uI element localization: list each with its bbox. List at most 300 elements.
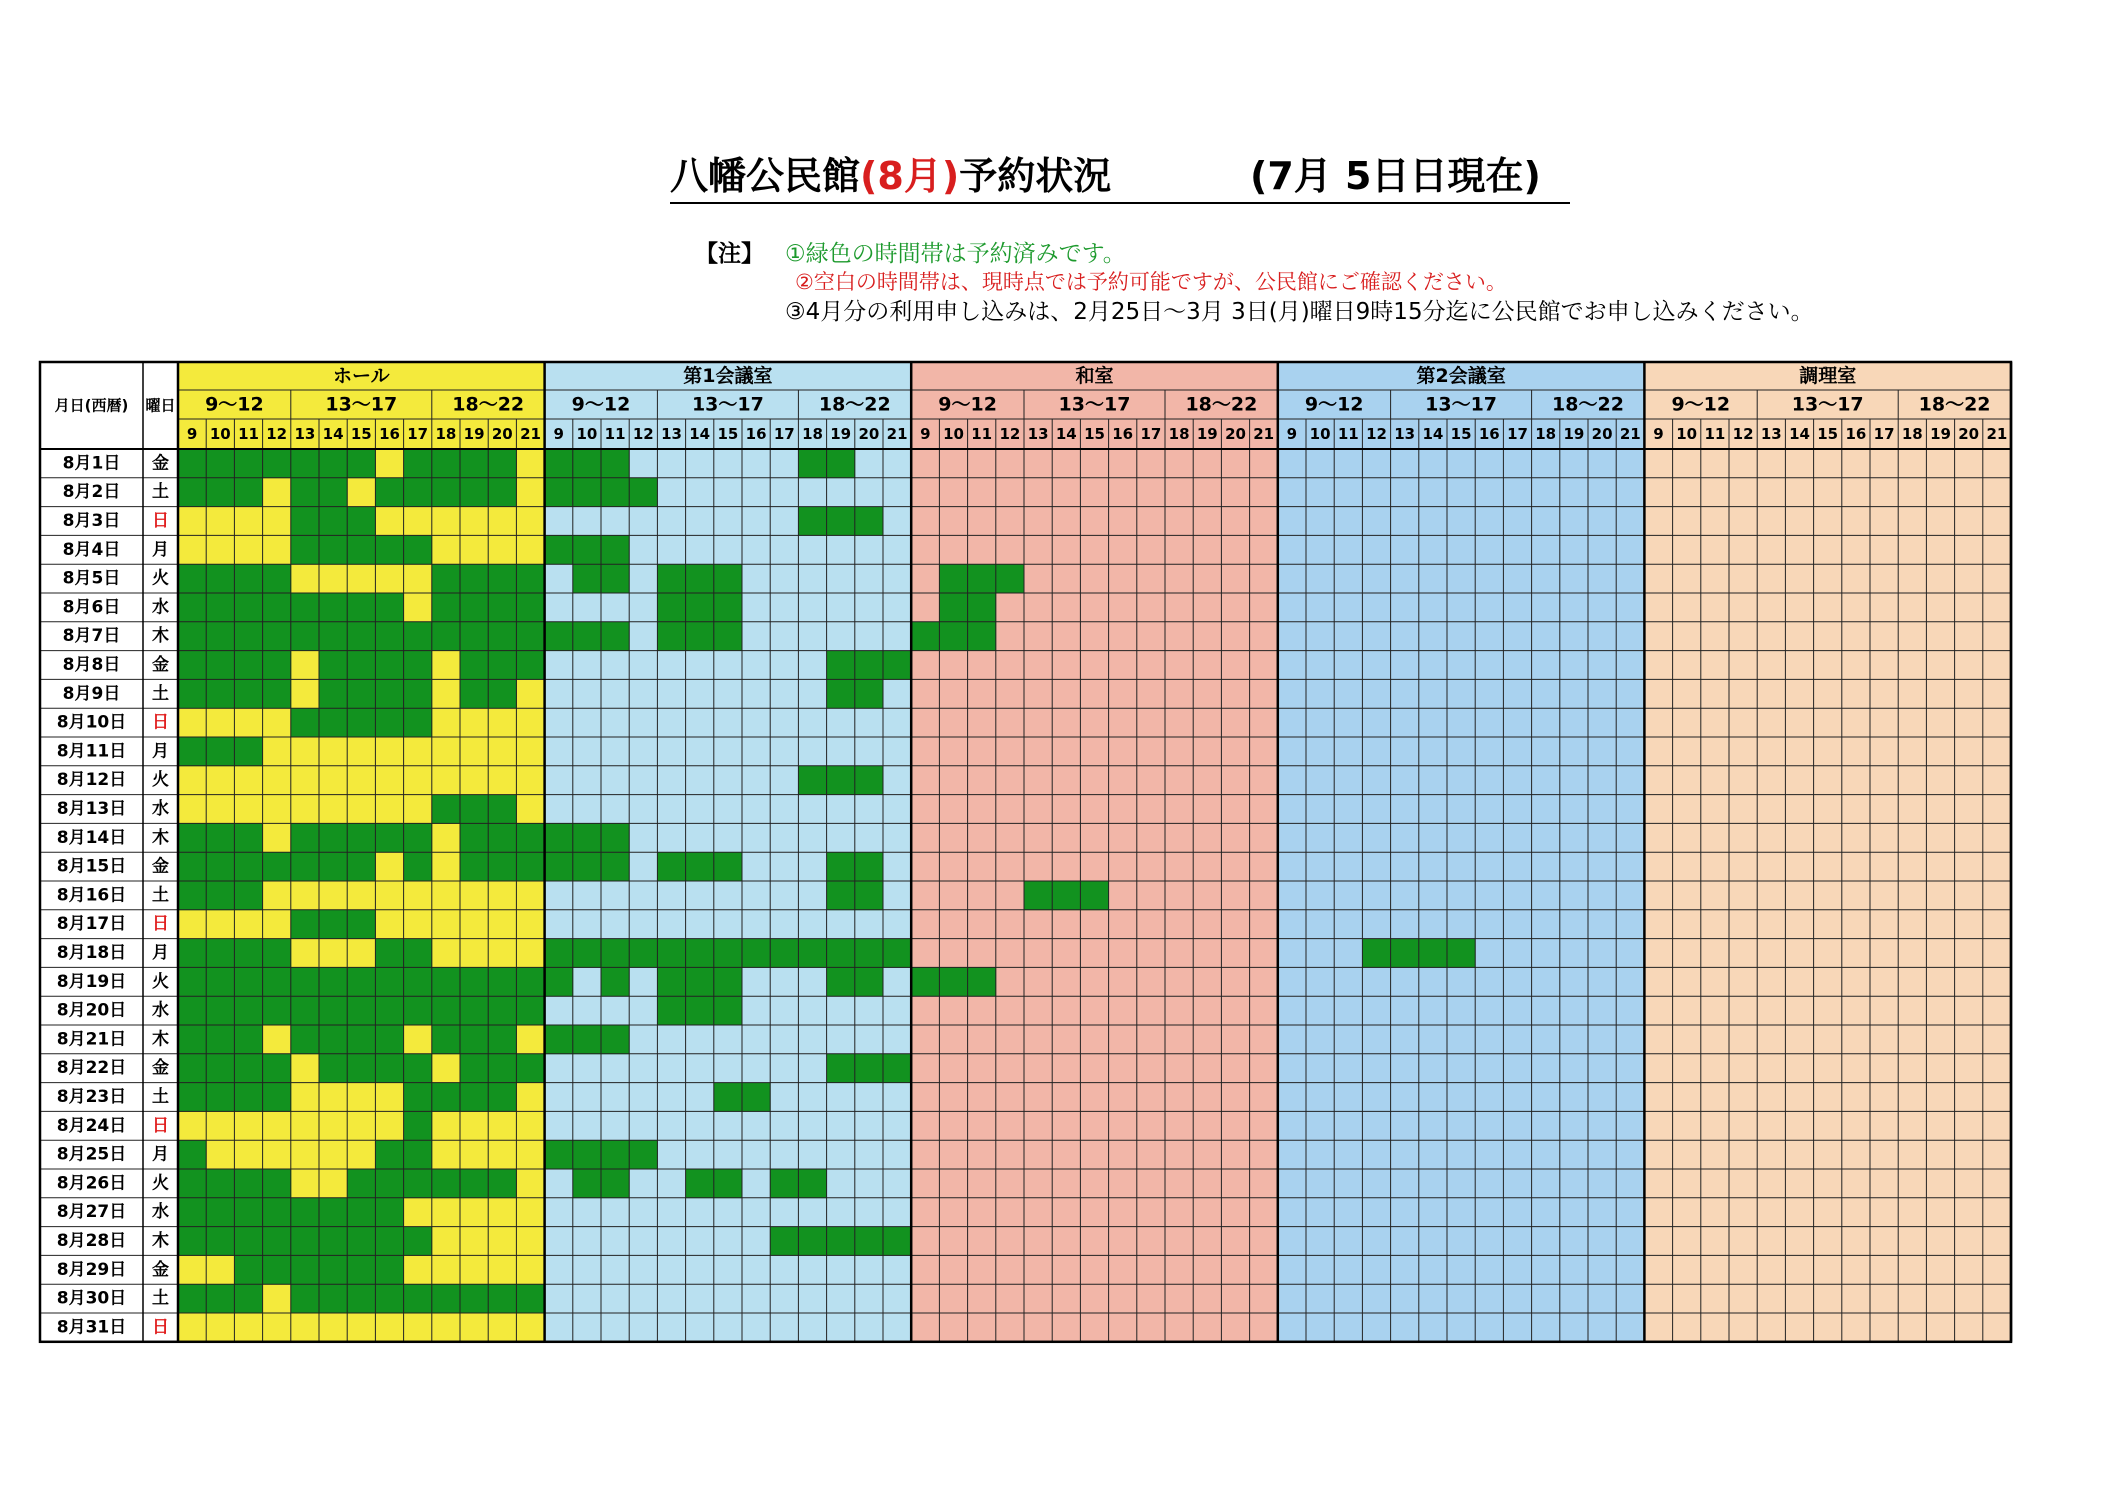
booked-cell — [432, 1169, 461, 1198]
booked-cell — [460, 478, 489, 507]
booked-cell — [460, 622, 489, 651]
booked-cell — [545, 939, 574, 968]
booked-cell — [488, 449, 517, 478]
booked-cell — [488, 651, 517, 680]
weekday-cell: 火 — [152, 568, 169, 589]
booked-cell — [601, 449, 630, 478]
hour-label: 14 — [689, 425, 711, 443]
booked-cell — [234, 622, 263, 651]
booked-cell — [291, 996, 320, 1025]
booked-cell — [855, 852, 884, 881]
hour-label: 12 — [266, 425, 288, 443]
booked-cell — [404, 679, 433, 708]
weekday-cell: 水 — [152, 1202, 169, 1223]
booked-cell — [263, 1198, 292, 1227]
booked-cell — [601, 852, 630, 881]
weekday-cell: 日 — [152, 1317, 169, 1338]
booked-cell — [404, 449, 433, 478]
booked-cell — [601, 622, 630, 651]
date-cell: 8月27日 — [56, 1202, 127, 1223]
booked-cell — [827, 1054, 856, 1083]
date-cell: 8月28日 — [56, 1231, 127, 1251]
date-header: 月日(西暦) — [54, 396, 129, 415]
booked-cell — [601, 939, 630, 968]
booked-cell — [1447, 939, 1476, 968]
booked-cell — [827, 881, 856, 910]
booked-cell — [460, 564, 489, 593]
booked-cell — [404, 1169, 433, 1198]
booked-cell — [291, 507, 320, 536]
booked-cell — [404, 996, 433, 1025]
weekday-cell: 木 — [152, 1029, 169, 1050]
booked-cell — [178, 1198, 207, 1227]
hour-label: 9 — [1653, 425, 1664, 443]
date-cell: 8月29日 — [56, 1259, 127, 1280]
date-cell: 8月12日 — [56, 770, 127, 791]
slot-group-label: 18～22 — [1185, 393, 1258, 416]
booked-cell — [234, 967, 263, 996]
date-cell: 8月21日 — [56, 1029, 127, 1050]
booked-cell — [263, 1169, 292, 1198]
date-cell: 8月25日 — [56, 1144, 127, 1165]
room-name: 調理室 — [1799, 365, 1857, 387]
booked-cell — [178, 996, 207, 1025]
hour-label: 19 — [463, 425, 485, 443]
booked-cell — [319, 1227, 348, 1256]
booked-cell — [206, 1054, 235, 1083]
booked-cell — [375, 593, 404, 622]
booked-cell — [347, 1169, 376, 1198]
booked-cell — [488, 1284, 517, 1313]
booked-cell — [319, 478, 348, 507]
booked-cell — [404, 1284, 433, 1313]
note-booked: ①緑色の時間帯は予約済みです。 — [785, 241, 1126, 267]
hour-label: 12 — [1732, 425, 1754, 443]
booked-cell — [714, 996, 743, 1025]
booked-cell — [206, 939, 235, 968]
slot-group-label: 18～22 — [1552, 393, 1624, 416]
booked-cell — [798, 449, 827, 478]
booked-cell — [516, 564, 545, 593]
booked-cell — [1391, 939, 1420, 968]
booked-cell — [488, 478, 517, 507]
booked-cell — [488, 679, 517, 708]
booked-cell — [291, 1227, 320, 1256]
booked-cell — [488, 1083, 517, 1112]
booked-cell — [375, 1054, 404, 1083]
slot-group-label: 13～17 — [1425, 393, 1498, 416]
booked-cell — [432, 996, 461, 1025]
weekday-cell: 金 — [152, 856, 169, 877]
weekday-cell: 月 — [152, 741, 169, 762]
booked-cell — [319, 823, 348, 852]
weekday-header: 曜日 — [145, 396, 176, 415]
hour-label: 16 — [1845, 425, 1867, 443]
booked-cell — [206, 651, 235, 680]
booked-cell — [460, 449, 489, 478]
booked-cell — [178, 967, 207, 996]
hour-label: 10 — [1676, 425, 1698, 443]
weekday-cell: 金 — [152, 1058, 169, 1079]
booked-cell — [1362, 939, 1391, 968]
weekday-cell: 水 — [152, 597, 169, 618]
booked-cell — [798, 766, 827, 795]
booked-cell — [347, 823, 376, 852]
booked-cell — [827, 766, 856, 795]
booked-cell — [178, 1054, 207, 1083]
booked-cell — [404, 1111, 433, 1140]
booked-cell — [404, 478, 433, 507]
booked-cell — [375, 996, 404, 1025]
booked-cell — [601, 535, 630, 564]
booked-cell — [263, 852, 292, 881]
hour-label: 13 — [1760, 425, 1782, 443]
booked-cell — [404, 1083, 433, 1112]
date-cell: 8月16日 — [56, 885, 127, 906]
booked-cell — [460, 795, 489, 824]
booked-cell — [516, 1284, 545, 1313]
booked-cell — [516, 651, 545, 680]
booked-cell — [263, 1083, 292, 1112]
booked-cell — [1052, 881, 1081, 910]
hour-label: 9 — [186, 425, 198, 443]
hour-label: 18 — [1168, 425, 1190, 443]
booked-cell — [291, 1198, 320, 1227]
booked-cell — [347, 910, 376, 939]
booked-cell — [291, 478, 320, 507]
date-cell: 8月2日 — [62, 482, 121, 503]
booked-cell — [319, 1198, 348, 1227]
weekday-cell: 土 — [152, 482, 169, 503]
booked-cell — [432, 564, 461, 593]
booked-cell — [714, 564, 743, 593]
booked-cell — [883, 939, 912, 968]
booked-cell — [855, 651, 884, 680]
booked-cell — [206, 967, 235, 996]
weekday-cell: 土 — [152, 885, 169, 906]
booked-cell — [629, 1140, 658, 1169]
date-cell: 8月31日 — [56, 1317, 127, 1338]
hour-label: 12 — [632, 425, 654, 443]
booked-cell — [206, 852, 235, 881]
hour-label: 20 — [858, 425, 880, 443]
booked-cell — [996, 564, 1025, 593]
booked-cell — [291, 1025, 320, 1054]
booked-cell — [714, 939, 743, 968]
booked-cell — [939, 593, 968, 622]
booked-cell — [460, 996, 489, 1025]
booked-cell — [827, 967, 856, 996]
booked-cell — [375, 478, 404, 507]
booked-cell — [319, 910, 348, 939]
date-cell: 8月8日 — [62, 655, 121, 675]
booked-cell — [375, 1227, 404, 1256]
booked-cell — [404, 651, 433, 680]
booked-cell — [714, 1169, 743, 1198]
booked-cell — [234, 939, 263, 968]
booked-cell — [347, 852, 376, 881]
booked-cell — [516, 823, 545, 852]
booked-cell — [178, 593, 207, 622]
booked-cell — [347, 1198, 376, 1227]
booked-cell — [319, 679, 348, 708]
booked-cell — [206, 679, 235, 708]
booked-cell — [375, 535, 404, 564]
booked-cell — [178, 622, 207, 651]
booked-cell — [1024, 881, 1053, 910]
booked-cell — [657, 996, 686, 1025]
hour-label: 21 — [1619, 425, 1641, 443]
booked-cell — [460, 1284, 489, 1313]
booked-cell — [234, 449, 263, 478]
booked-cell — [601, 564, 630, 593]
booked-cell — [375, 1025, 404, 1054]
booked-cell — [573, 1025, 602, 1054]
title-as-of: (7月 5日日現在) — [1250, 154, 1541, 198]
booked-cell — [178, 737, 207, 766]
booked-cell — [545, 1140, 574, 1169]
booked-cell — [968, 967, 997, 996]
booked-cell — [178, 852, 207, 881]
hour-label: 21 — [1253, 425, 1275, 443]
booked-cell — [347, 1054, 376, 1083]
booked-cell — [545, 535, 574, 564]
booked-cell — [488, 1169, 517, 1198]
booked-cell — [432, 593, 461, 622]
booked-cell — [291, 622, 320, 651]
booked-cell — [657, 852, 686, 881]
booked-cell — [686, 852, 715, 881]
booked-cell — [291, 967, 320, 996]
date-cell: 8月17日 — [56, 914, 127, 935]
hour-label: 19 — [830, 425, 852, 443]
booked-cell — [770, 939, 799, 968]
booked-cell — [545, 478, 574, 507]
booked-cell — [263, 996, 292, 1025]
hour-label: 9 — [1286, 425, 1298, 443]
booked-cell — [601, 1140, 630, 1169]
hour-label: 15 — [1084, 425, 1105, 443]
booked-cell — [178, 823, 207, 852]
room-name: ホール — [332, 365, 390, 387]
booked-cell — [573, 564, 602, 593]
slot-group-label: 13～17 — [1058, 393, 1131, 416]
booked-cell — [291, 449, 320, 478]
booked-cell — [488, 996, 517, 1025]
booked-cell — [178, 1025, 207, 1054]
weekday-cell: 月 — [152, 943, 169, 963]
weekday-cell: 日 — [152, 712, 169, 733]
booked-cell — [601, 823, 630, 852]
booked-cell — [319, 1284, 348, 1313]
weekday-cell: 木 — [152, 1231, 169, 1251]
hour-label: 16 — [379, 425, 400, 443]
booked-cell — [263, 593, 292, 622]
booked-cell — [1419, 939, 1448, 968]
room-name: 第2会議室 — [1416, 365, 1506, 387]
booked-cell — [347, 622, 376, 651]
booked-cell — [827, 651, 856, 680]
booked-cell — [404, 535, 433, 564]
booked-cell — [206, 1169, 235, 1198]
booked-cell — [516, 593, 545, 622]
booked-cell — [263, 1227, 292, 1256]
weekday-cell: 水 — [152, 799, 169, 819]
booked-cell — [516, 996, 545, 1025]
booked-cell — [432, 622, 461, 651]
booked-cell — [545, 967, 574, 996]
booked-cell — [234, 1025, 263, 1054]
booked-cell — [178, 1140, 207, 1169]
booked-cell — [488, 593, 517, 622]
booked-cell — [657, 939, 686, 968]
booked-cell — [545, 1025, 574, 1054]
booked-cell — [291, 1284, 320, 1313]
slot-group-label: 13～17 — [325, 393, 398, 416]
hour-label: 14 — [1789, 425, 1810, 443]
booked-cell — [206, 823, 235, 852]
date-cell: 8月22日 — [56, 1058, 127, 1079]
booked-cell — [206, 1083, 235, 1112]
hour-label: 11 — [604, 425, 626, 443]
booked-cell — [404, 823, 433, 852]
date-cell: 8月18日 — [56, 943, 127, 963]
booked-cell — [291, 852, 320, 881]
date-cell: 8月3日 — [62, 511, 121, 531]
booked-cell — [573, 1169, 602, 1198]
booked-cell — [404, 1054, 433, 1083]
booked-cell — [488, 622, 517, 651]
booked-cell — [178, 679, 207, 708]
booked-cell — [545, 852, 574, 881]
booked-cell — [319, 593, 348, 622]
hour-label: 17 — [1140, 425, 1162, 443]
booked-cell — [234, 881, 263, 910]
booked-cell — [234, 679, 263, 708]
booked-cell — [827, 852, 856, 881]
booked-cell — [263, 1255, 292, 1284]
booked-cell — [347, 679, 376, 708]
booked-cell — [206, 737, 235, 766]
weekday-cell: 土 — [152, 683, 169, 704]
hour-label: 9 — [920, 425, 931, 443]
booked-cell — [432, 1083, 461, 1112]
booked-cell — [432, 795, 461, 824]
booked-cell — [206, 996, 235, 1025]
booked-cell — [770, 1169, 799, 1198]
booked-cell — [657, 967, 686, 996]
booked-cell — [827, 507, 856, 536]
booked-cell — [319, 708, 348, 737]
booked-cell — [460, 967, 489, 996]
hour-label: 18 — [435, 425, 457, 443]
booked-cell — [347, 708, 376, 737]
hour-label: 17 — [1507, 425, 1528, 443]
hour-label: 17 — [407, 425, 429, 443]
booked-cell — [488, 852, 517, 881]
booked-cell — [460, 651, 489, 680]
booked-cell — [375, 823, 404, 852]
booked-cell — [263, 651, 292, 680]
weekday-cell: 木 — [152, 827, 169, 848]
hour-label: 18 — [802, 425, 823, 443]
hour-label: 11 — [1704, 425, 1726, 443]
booked-cell — [319, 1025, 348, 1054]
booked-cell — [1080, 881, 1109, 910]
hour-label: 21 — [886, 425, 908, 443]
hour-label: 13 — [294, 425, 316, 443]
booked-cell — [375, 1198, 404, 1227]
date-cell: 8月7日 — [62, 626, 121, 647]
booked-cell — [939, 622, 968, 651]
hour-label: 17 — [1873, 425, 1895, 443]
date-cell: 8月15日 — [56, 856, 127, 877]
booked-cell — [432, 449, 461, 478]
weekday-cell: 日 — [152, 1115, 169, 1136]
date-cell: 8月30日 — [56, 1288, 127, 1309]
booked-cell — [319, 1255, 348, 1284]
booked-cell — [319, 967, 348, 996]
room-name: 和室 — [1075, 365, 1114, 387]
title-suffix: 予約状況 — [959, 154, 1112, 198]
booked-cell — [573, 1140, 602, 1169]
hour-label: 14 — [322, 425, 344, 443]
notes-label: 【注】 — [695, 241, 764, 267]
hour-label: 14 — [1422, 425, 1444, 443]
booked-cell — [488, 967, 517, 996]
booked-cell — [375, 967, 404, 996]
booked-cell — [657, 622, 686, 651]
booked-cell — [883, 651, 912, 680]
hour-label: 15 — [350, 425, 372, 443]
booked-cell — [291, 593, 320, 622]
booked-cell — [516, 852, 545, 881]
hour-label: 13 — [661, 425, 682, 443]
booked-cell — [206, 881, 235, 910]
booked-cell — [545, 622, 574, 651]
slot-group-label: 18～22 — [452, 393, 525, 416]
date-cell: 8月23日 — [56, 1087, 127, 1107]
booked-cell — [178, 1284, 207, 1313]
booked-cell — [770, 1227, 799, 1256]
hour-label: 20 — [491, 425, 513, 443]
booked-cell — [629, 478, 658, 507]
booked-cell — [375, 679, 404, 708]
booked-cell — [234, 651, 263, 680]
booked-cell — [291, 910, 320, 939]
booked-cell — [432, 1025, 461, 1054]
booked-cell — [488, 1054, 517, 1083]
room-name: 第1会議室 — [683, 365, 773, 387]
booked-cell — [460, 1169, 489, 1198]
booked-cell — [714, 622, 743, 651]
booked-cell — [234, 1198, 263, 1227]
date-cell: 8月20日 — [56, 1000, 127, 1021]
booked-cell — [234, 593, 263, 622]
booked-cell — [742, 1083, 771, 1112]
booked-cell — [798, 507, 827, 536]
booked-cell — [206, 622, 235, 651]
booked-cell — [516, 967, 545, 996]
hour-label: 12 — [1366, 425, 1387, 443]
hour-label: 21 — [1986, 425, 2008, 443]
date-cell: 8月14日 — [56, 827, 127, 848]
hour-label: 19 — [1563, 425, 1585, 443]
booked-cell — [375, 708, 404, 737]
booked-cell — [234, 1255, 263, 1284]
booked-cell — [263, 939, 292, 968]
booked-cell — [178, 564, 207, 593]
